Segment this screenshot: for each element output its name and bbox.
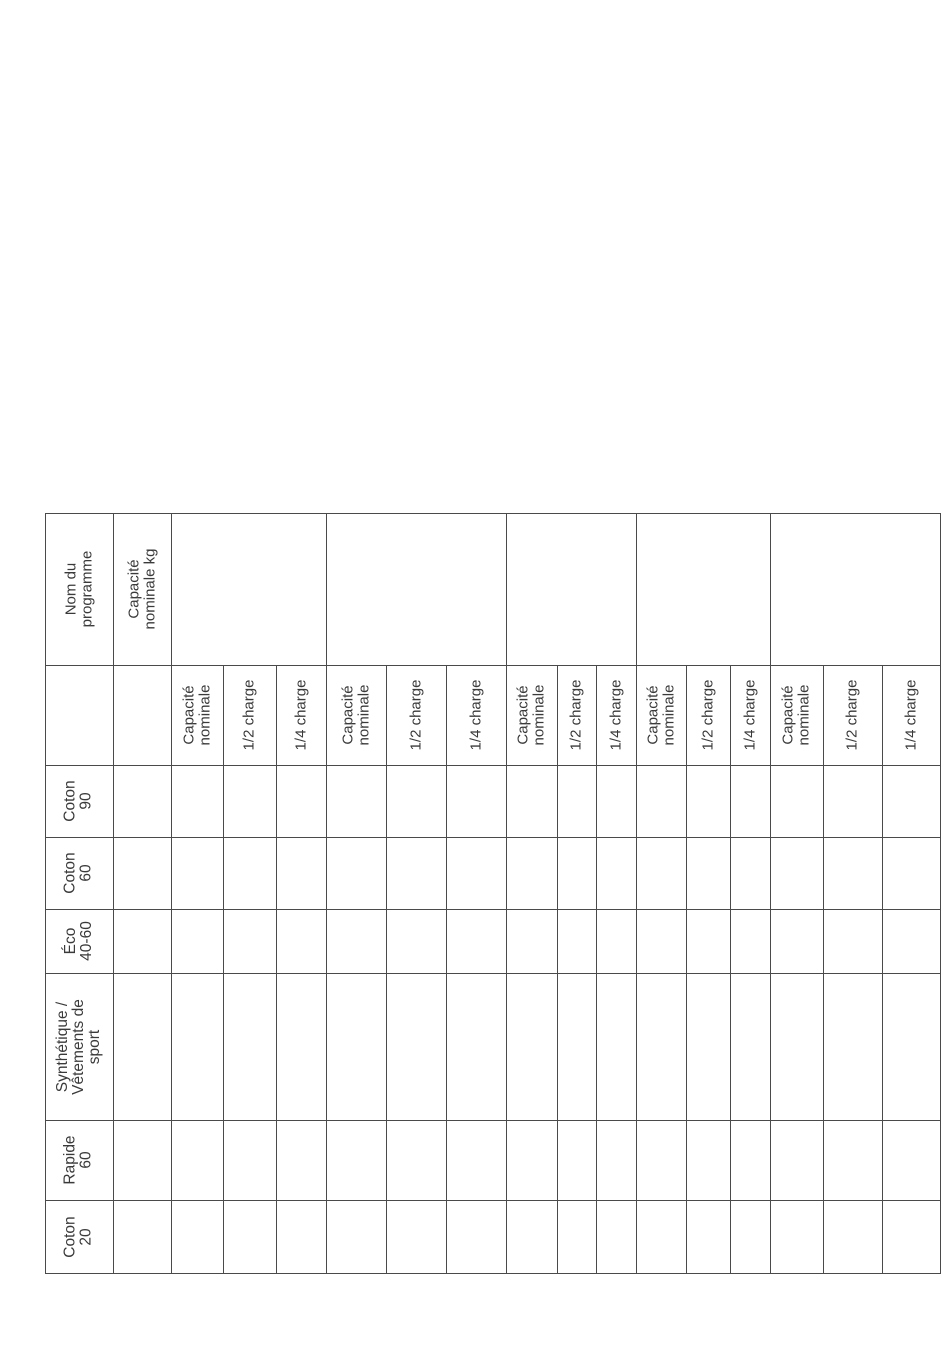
sub-header-12-text: Capacité nominale: [779, 684, 813, 746]
header-program-name-text: Nom du programme: [62, 550, 96, 628]
sub-header-5-text: 1/4 charge: [467, 679, 485, 751]
sub-header-0: [171, 665, 223, 765]
sub-header-6-text: Capacité nominale: [514, 684, 548, 746]
row-divider: [45, 765, 940, 766]
table-frame: [45, 513, 941, 1274]
row-divider: [45, 1200, 940, 1201]
sub-header-1: [223, 665, 276, 765]
sub-header-0-text: Capacité nominale: [180, 684, 213, 746]
row-divider: [45, 1120, 940, 1121]
sub-header-8-text: 1/4 charge: [607, 679, 625, 751]
header-rated-capacity-text: Capacité nominale kg: [125, 548, 159, 630]
sub-header-6: [506, 665, 557, 765]
sub-header-7: [557, 665, 596, 765]
sub-header-9-text: Capacité nominale: [644, 684, 677, 746]
program-name-1-text: Coton 60: [62, 852, 95, 894]
program-name-3-text: Synthétique / Vêtements de sport: [54, 998, 103, 1095]
sub-header-14: [882, 665, 940, 765]
sub-header-13: [823, 665, 882, 765]
column-divider: [770, 513, 771, 1273]
program-name-0-text: Coton 90: [62, 780, 95, 822]
sub-header-1-text: 1/2 charge: [240, 679, 258, 751]
column-divider: [636, 513, 637, 1273]
sub-header-12: [770, 665, 823, 765]
program-name-5: [45, 1200, 113, 1273]
sub-header-3-text: Capacité nominale: [339, 684, 372, 746]
sub-header-2-text: 1/4 charge: [292, 679, 310, 751]
column-divider: [171, 513, 172, 1273]
program-name-2: [45, 909, 113, 973]
sub-header-11-text: 1/4 charge: [741, 679, 759, 751]
program-name-0: [45, 765, 113, 837]
program-name-5-text: Coton 20: [62, 1215, 95, 1258]
sub-header-10-text: 1/2 charge: [699, 679, 717, 751]
header-rated-capacity: [113, 513, 171, 665]
sub-header-4-text: 1/2 charge: [407, 679, 425, 751]
column-divider: [326, 513, 327, 1273]
row-divider: [45, 909, 940, 910]
sub-header-4: [386, 665, 446, 765]
program-name-4-text: Rapide 60: [62, 1135, 95, 1185]
sub-header-5: [446, 665, 506, 765]
sub-header-10: [686, 665, 730, 765]
sub-header-11: [730, 665, 770, 765]
program-name-4: [45, 1120, 113, 1200]
program-name-1: [45, 837, 113, 909]
row-divider: [45, 973, 940, 974]
sub-header-14-text: 1/4 charge: [902, 679, 920, 751]
row-divider: [45, 837, 940, 838]
sub-header-3: [326, 665, 386, 765]
sub-header-8: [596, 665, 636, 765]
sub-header-13-text: 1/2 charge: [843, 679, 861, 751]
sub-header-7-text: 1/2 charge: [567, 679, 585, 751]
header-program-name: [45, 513, 113, 665]
program-name-3: [45, 973, 113, 1120]
column-divider: [506, 513, 507, 1273]
sub-header-9: [636, 665, 686, 765]
sub-header-2: [276, 665, 326, 765]
program-name-2-text: Éco 40-60: [62, 921, 95, 961]
